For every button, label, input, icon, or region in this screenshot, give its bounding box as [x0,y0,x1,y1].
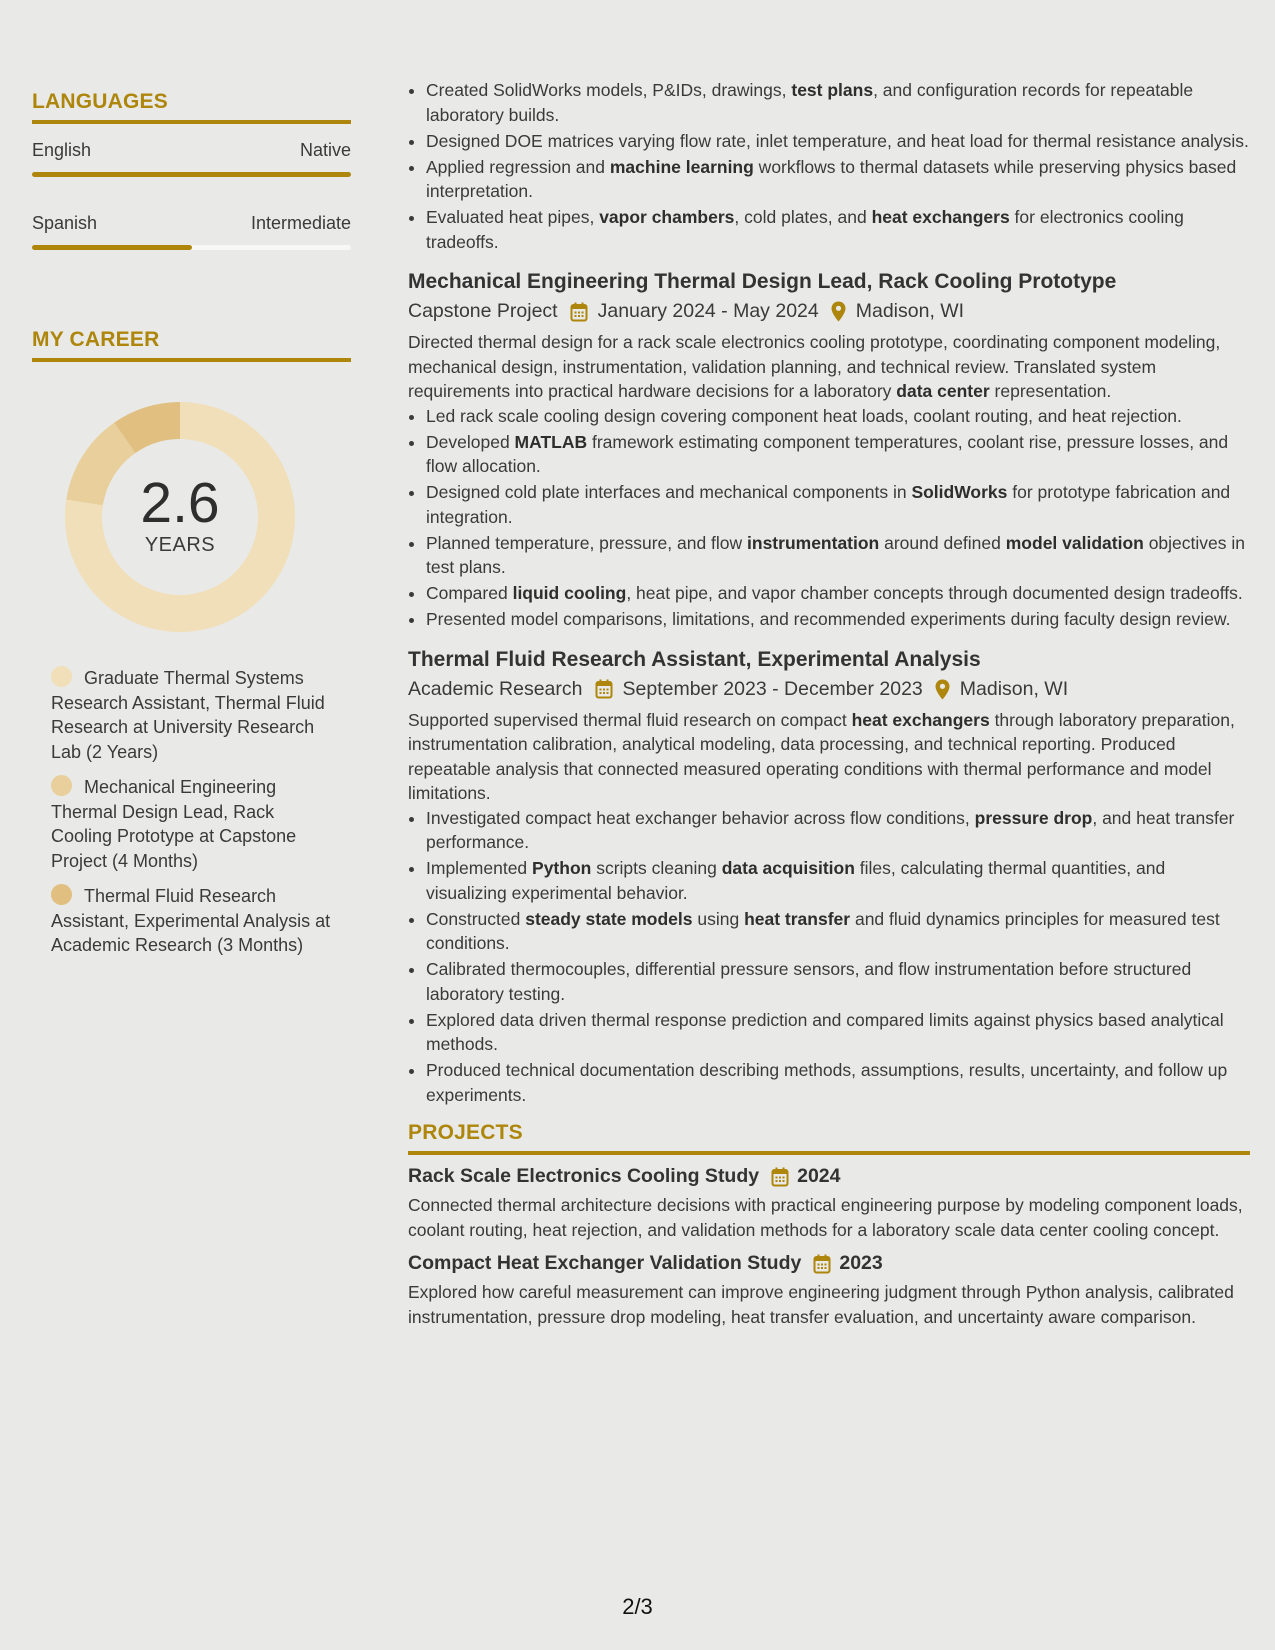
bullet-item [426,205,1250,254]
legend-label: Graduate Thermal Systems Research Assistant, Thermal Fluid Research at University Research Lab (2 Years) [51,668,325,762]
projects-heading: PROJECTS [408,1121,1250,1155]
text-run: representation. [989,381,1112,401]
job-description [408,708,1250,806]
text-run: Evaluated heat pipes, [426,207,600,227]
legend-label: Thermal Fluid Research Assistant, Experimental Analysis at Academic Research (3 Months) [51,886,331,955]
text-run: , heat pipe, and vapor chamber concepts through documented design tradeoffs. [626,583,1243,603]
text-run: files, calculating thermal quantities, and visualizing experimental behavior. [426,858,1166,903]
project-year: 2024 [797,1165,841,1187]
text-run: around defined [879,532,1006,553]
text-run: Investigated compact heat exchanger behavior across flow conditions, [426,807,975,828]
language-row [32,140,351,161]
project-header [408,1252,1250,1275]
legend-dot [51,666,72,687]
career-legend-item [51,775,331,873]
text-run: Designed cold plate interfaces and mechanical components in [426,482,912,502]
text-run: for prototype fabrication and integration. [426,482,1231,527]
bullet-item [426,907,1250,956]
text-run: Planned temperature, pressure, and flow [426,532,748,553]
bullet-item [426,531,1250,580]
text-run: Directed thermal design for a rack scale electronics cooling prototype, coordinating component modeling, mechanical design, instrumentation, validation planning, and technical review. Translated system requirements into practical hardware decisions for a laboratory [408,332,1221,401]
text-run: for electronics cooling tradeoffs. [426,207,1184,252]
calendar-icon [595,679,613,699]
project-description: Explored how careful measurement can improve engineering judgment through Python analysis, calibrated instrumentation, pressure drop modeling, heat transfer evaluation, and uncertainty aware comparison. [408,1282,1234,1327]
language-level-bar [32,172,351,177]
project-entry [408,1165,1250,1242]
career-legend-item [51,884,331,958]
keyword: SolidWorks [911,482,1008,502]
language-level-fill [32,172,351,177]
career-heading: MY CAREER [32,328,351,362]
job-title: Mechanical Engineering Thermal Design Lead, Rack Cooling Prototype [408,270,1117,293]
project-year: 2023 [839,1252,883,1274]
text-run: Compared [426,583,513,603]
career-donut-chart [65,402,295,632]
text-run: Constructed [426,908,526,929]
text-run: workflows to thermal datasets while preserving physics based interpretation. [426,156,1237,201]
sidebar [32,90,351,969]
text-run: and fluid dynamics principles for measured test conditions. [426,908,1220,953]
keyword: instrumentation [747,532,880,553]
page-number: 2/3 [622,1594,653,1619]
main-content [408,78,1250,1329]
text-run: , and configuration records for repeatable laboratory builds. [426,80,1194,125]
languages-list [32,140,351,250]
text-run: , and heat transfer performance. [426,807,1235,852]
calendar-icon [813,1254,831,1274]
text-run: , cold plates, and [734,207,872,227]
previous-job-bullets [408,78,1250,254]
job-description [408,330,1250,404]
bullet-item [426,806,1250,855]
bullet-item [426,430,1250,479]
project-name: Rack Scale Electronics Cooling Study [408,1165,760,1187]
legend-dot [51,775,72,796]
language-level-fill [32,245,192,250]
keyword: pressure drop [974,807,1093,828]
legend-dot [51,884,72,905]
projects-section [408,1121,1250,1329]
job-location: Madison, WI [855,300,965,322]
text-run: through laboratory preparation, instrumentation calibration, analytical modeling, data processing, and technical reporting. Produced repeatable analysis that connected measured operating conditions with thermal performance and model limitations. [408,709,1235,803]
job-bullets [408,806,1250,1108]
text-run: Led rack scale cooling design covering component heat loads, coolant routing, and heat rejection. [426,405,1182,426]
bullet-item [426,856,1250,905]
bullet-item [426,1058,1250,1107]
experience-list [408,268,1250,1107]
job-entry [408,268,1250,632]
language-name: English [32,140,92,160]
career-unit: YEARS [144,534,216,556]
keyword: liquid cooling [512,583,627,603]
text-run: Presented model comparisons, limitations, and recommended experiments during faculty design review. [426,609,1231,629]
text-run: Supported supervised thermal fluid research on compact [408,709,852,730]
language-level-bar [32,245,351,250]
job-organization: Academic Research [408,677,583,700]
calendar-icon [771,1167,789,1187]
projects-list [408,1165,1250,1329]
text-run: Created SolidWorks models, P&IDs, drawings, [426,80,792,100]
keyword: heat transfer [744,908,851,929]
job-meta [408,678,1250,701]
job-title: Thermal Fluid Research Assistant, Experimental Analysis [408,647,981,671]
text-run: Developed [426,431,515,452]
calendar-icon [570,302,588,322]
text-run: Designed DOE matrices varying flow rate, inlet temperature, and heat load for thermal resistance analysis. [426,130,1249,151]
text-run: Produced technical documentation describing methods, assumptions, results, uncertainty, and follow up experiments. [426,1060,1228,1105]
text-run: Implemented [426,858,533,878]
text-run: Calibrated thermocouples, differential pressure sensors, and flow instrumentation before structured laboratory testing. [426,959,1192,1004]
language-row [32,213,351,234]
job-bullets [408,404,1250,632]
language-level: Intermediate [250,213,351,233]
bullet-item [426,404,1250,429]
career-legend-item [51,666,331,764]
keyword: data acquisition [721,858,855,878]
language-level: Native [299,140,351,160]
keyword: vapor chambers [599,207,735,227]
job-meta [408,300,1250,323]
text-run: objectives in test plans. [426,532,1245,577]
language-item [32,140,351,177]
text-run: framework estimating component temperatures, coolant rise, pressure losses, and flow allocation. [426,431,1229,476]
project-header [408,1165,1250,1188]
keyword: data center [896,381,990,401]
language-name: Spanish [32,213,98,233]
bullet-item [426,155,1250,204]
text-run: using [692,908,745,929]
career-total: 2.6 [140,471,220,535]
keyword: MATLAB [514,431,588,452]
keyword: model validation [1005,532,1144,553]
keyword: heat exchangers [851,709,990,730]
keyword: Python [532,858,592,878]
text-run: Explored data driven thermal response prediction and compared limits against physics based analytical methods. [426,1009,1224,1054]
keyword: steady state models [525,908,693,929]
bullet-item [426,78,1250,127]
bullet-item [426,581,1250,606]
bullet-item [426,1008,1250,1057]
keyword: heat exchangers [871,207,1010,227]
job-location: Madison, WI [959,677,1069,700]
job-dates: January 2024 - May 2024 [597,300,819,322]
keyword: machine learning [609,156,754,177]
bullet-item [426,129,1250,154]
project-name: Compact Heat Exchanger Validation Study [408,1252,802,1274]
job-entry [408,646,1250,1108]
bullet-item [426,480,1250,529]
job-organization: Capstone Project [408,300,558,322]
location-pin-icon [831,301,846,322]
text-run: Applied regression and [426,156,610,177]
project-description: Connected thermal architecture decisions with practical engineering purpose by modeling component loads, coolant routing, heat rejection, and validation methods for a laboratory scale data center cooling concept. [408,1195,1243,1240]
career-section [32,328,351,958]
language-item [32,213,351,250]
location-pin-icon [935,679,950,700]
keyword: test plans [791,80,874,100]
job-dates: September 2023 - December 2023 [622,677,923,700]
project-entry [408,1252,1250,1329]
bullet-item [426,607,1250,632]
languages-heading: LANGUAGES [32,90,351,124]
text-run: scripts cleaning [591,858,722,878]
bullet-item [426,957,1250,1006]
legend-label: Mechanical Engineering Thermal Design Lead, Rack Cooling Prototype at Capstone Project (4 Months) [51,777,297,871]
career-legend [51,666,331,958]
